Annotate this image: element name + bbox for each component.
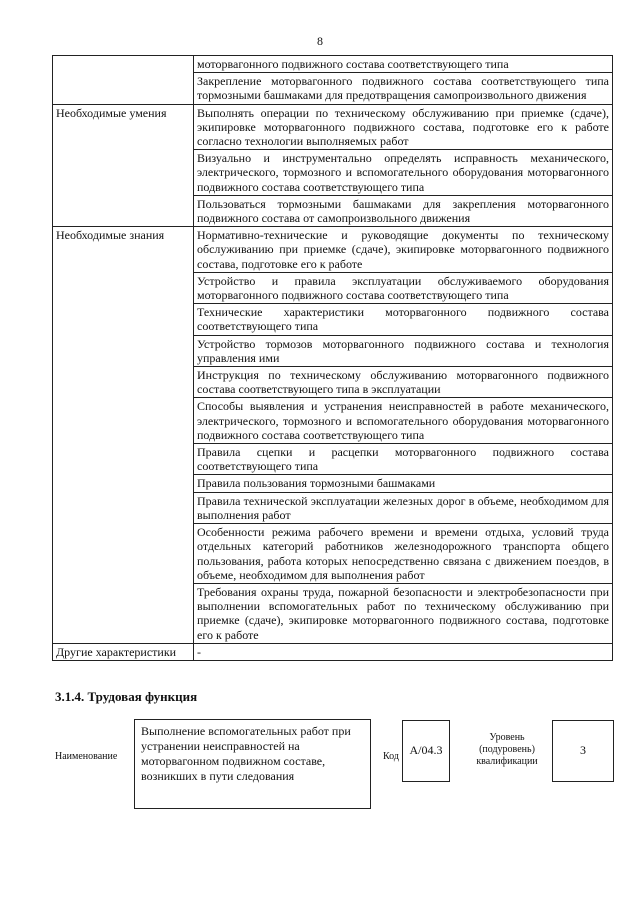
row-text: Технические характеристики моторвагонного подвижного состава соответствующего типа xyxy=(194,304,613,335)
row-text: Нормативно-технические и руководящие документы по техническому обслуживанию при приемке (сдаче), экипировке моторвагонного подвижного состава, подготовке его к работе xyxy=(194,227,613,273)
level-value: 3 xyxy=(552,720,614,782)
table-row xyxy=(53,643,613,660)
section-title: 3.1.4. Трудовая функция xyxy=(55,689,198,704)
table-row xyxy=(53,104,613,150)
level-label-line: Уровень xyxy=(489,732,525,743)
row-label-knowledge: Необходимые знания xyxy=(53,227,194,643)
row-text: Визуально и инструментально определять исправность механического, электрического, тормозного и вспомогательного оборудования моторвагонного подвижного состава соответствующего типа xyxy=(194,150,613,196)
table-row xyxy=(53,56,613,73)
code-label: Код xyxy=(383,751,399,762)
labor-function-block xyxy=(55,719,615,809)
row-label-skills: Необходимые умения xyxy=(53,104,194,227)
row-text: Устройство и правила эксплуатации обслуживаемого оборудования моторвагонного подвижного состава соответствующего типа xyxy=(194,272,613,303)
row-text: Устройство тормозов моторвагонного подвижного состава и технология управления ими xyxy=(194,335,613,366)
row-label-other: Другие характеристики xyxy=(53,643,194,660)
row-text: - xyxy=(194,643,613,660)
level-label xyxy=(465,732,549,768)
level-label-line: (подуровень) xyxy=(479,744,535,755)
row-text: Закрепление моторвагонного подвижного состава соответствующего типа тормозными башмаками для предотвращения самопроизвольного движения xyxy=(194,73,613,104)
name-value: Выполнение вспомогательных работ при устранении неисправностей на моторвагонном подвижном составе, возникших в пути следования xyxy=(134,719,371,809)
row-text: Требования охраны труда, пожарной безопасности и электробезопасности при выполнении вспомогательных работ по техническому обслуживанию при приемке (сдаче), экипировке моторвагонного подвижного состава, подготовке его к работе xyxy=(194,583,613,643)
row-text: Инструкция по техническому обслуживанию моторвагонного подвижного состава соответствующего типа в эксплуатации xyxy=(194,367,613,398)
row-text: Пользоваться тормозными башмаками для закрепления моторвагонного подвижного состава от самопроизвольного движения xyxy=(194,195,613,226)
page-number: 8 xyxy=(317,34,323,48)
level-label-line: квалификации xyxy=(476,756,538,767)
row-label xyxy=(53,56,194,105)
table-row xyxy=(53,227,613,273)
row-text: моторвагонного подвижного состава соответствующего типа xyxy=(194,56,613,73)
name-label: Наименование xyxy=(55,751,118,762)
row-text: Способы выявления и устранения неисправностей в работе механического, электрического, тормозного и вспомогательного оборудования моторвагонного подвижного состава соответствующего типа xyxy=(194,398,613,444)
code-value: A/04.3 xyxy=(402,720,450,782)
row-text: Правила технической эксплуатации железных дорог в объеме, необходимом для выполнения работ xyxy=(194,492,613,523)
row-text: Правила пользования тормозными башмаками xyxy=(194,475,613,492)
row-text: Выполнять операции по техническому обслуживанию при приемке (сдаче), экипировке моторвагонного подвижного состава, подготовке его к работе согласно технологии выполняемых работ xyxy=(194,104,613,150)
row-text: Особенности режима рабочего времени и времени отдыха, условий труда отдельных категорий работников железнодорожного транспорта общего пользования, работа которых непосредственно связана с движением поездов, в объеме, необходимом для выполнения работ xyxy=(194,524,613,584)
requirements-table xyxy=(52,55,613,661)
row-text: Правила сцепки и расцепки моторвагонного подвижного состава соответствующего типа xyxy=(194,444,613,475)
